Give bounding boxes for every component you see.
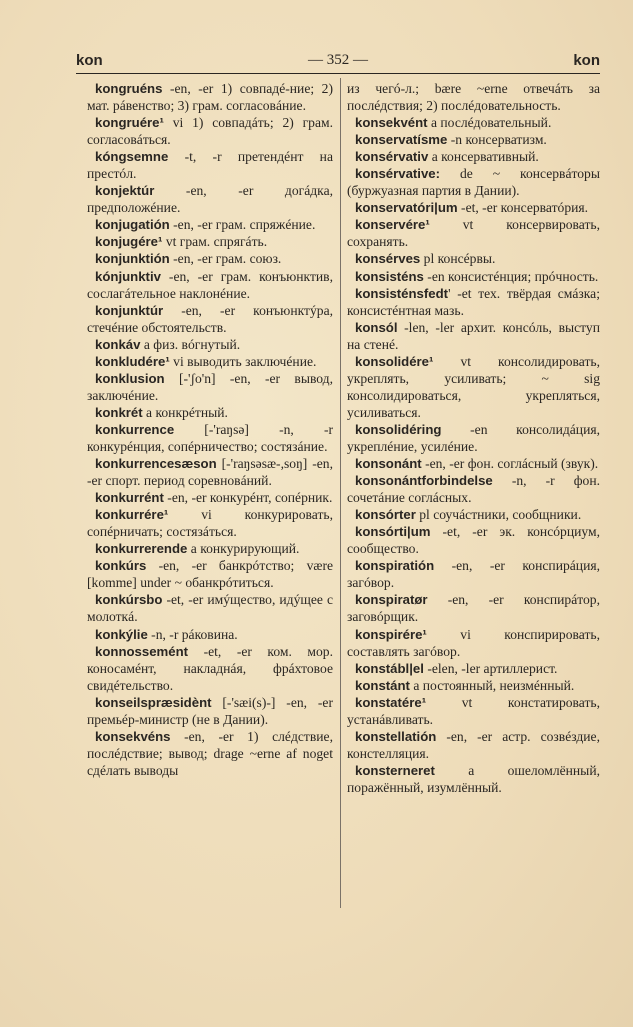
entry-definition: a послéдовательный.: [427, 115, 552, 131]
entry-headword: konsterneret: [355, 762, 435, 778]
entry-definition: vi конкурировать, сопéрничать; состязáться.: [87, 507, 333, 540]
entry-headword: konsérves: [355, 251, 421, 267]
entry-definition: a консервативный.: [428, 149, 539, 165]
entry-definition: a конкрéтный.: [142, 404, 228, 420]
entry-definition: [-'sæi(s)-] -en, -er премьéр-министр (не в Дании).: [87, 694, 333, 727]
dictionary-entry: [347, 268, 600, 285]
entry-headword: konkúrsbo: [95, 592, 163, 608]
entry-headword: konspirére¹: [355, 626, 427, 642]
entry-headword: konspiratør: [355, 592, 428, 608]
right-column: [347, 80, 600, 796]
entry-headword: konsonánt: [355, 456, 422, 472]
entry-headword: konjektúr: [95, 183, 155, 199]
entry-definition: a конкурирующий.: [187, 541, 300, 557]
entry-definition: pl консéрвы.: [420, 251, 496, 267]
entry-definition: -en, -er конспирáтор, заговóрщик.: [347, 592, 600, 625]
dictionary-entry: [87, 728, 333, 779]
entry-definition: vi 1) совпадáть; 2) грам. согласовáться.: [87, 115, 333, 148]
dictionary-entry: [87, 540, 333, 557]
entry-definition: -en, -er астр. созвéздие, констелляция.: [347, 728, 600, 761]
entry-definition: -en, -er 1) слéдствие, послéдствие; вывод; drage ~erne af noget сдéлать выводы: [87, 728, 333, 778]
entry-headword: konservatísme: [355, 132, 448, 148]
entry-headword: konkáv: [95, 336, 141, 352]
entry-headword: konsonántforbindelse: [355, 473, 493, 489]
dictionary-entry: [87, 404, 333, 421]
entry-headword: konkúrs: [95, 558, 147, 574]
entry-definition: vt констатировать, устанáвливать.: [347, 694, 600, 727]
entry-definition: -en, -er банкрóтство; være [komme] under ~ обанкрóтиться.: [87, 558, 333, 591]
entry-headword: kóngsemne: [95, 149, 169, 165]
entry-headword: konkurrence: [95, 421, 175, 437]
dictionary-entry: [87, 626, 333, 643]
entry-headword: konkrét: [95, 404, 143, 420]
entry-definition: -en, -er грам. союз.: [169, 251, 282, 267]
dictionary-entry: [87, 694, 333, 728]
entry-definition: -en, -er конъюнктýра, стечéние обстоятельств.: [87, 302, 333, 335]
entry-definition: -en, -er конспирáция, загóвор.: [347, 558, 600, 591]
entry-definition: -n, -r фон. сочетáние соглáсных.: [347, 473, 600, 506]
entry-definition: -elen, -ler артиллерист.: [423, 660, 558, 676]
dictionary-entry: [87, 268, 333, 302]
entry-definition: a ошеломлённый, поражённый, изумлённый.: [347, 762, 600, 795]
dictionary-entry: [87, 233, 333, 250]
entry-headword: konkýlie: [95, 626, 148, 642]
entry-definition: -en консистéнция; прóчность.: [423, 268, 599, 284]
entry-definition: -len, -ler архит. консóль, выступ на стенé.: [347, 319, 600, 352]
entry-headword: konklusion: [95, 370, 165, 386]
entry-definition: -n, -r рáковина.: [147, 626, 238, 642]
dictionary-entry: [347, 557, 600, 591]
entry-definition: -et, -er имýщество, идýщее с молоткá.: [87, 592, 333, 625]
dictionary-entry: [87, 336, 333, 353]
dictionary-entry: [347, 626, 600, 660]
entry-headword: konservére¹: [355, 217, 430, 233]
dictionary-entry: [87, 148, 333, 182]
entry-definition: -et, -er ком. мор. коносамéнт, накладнáя, фрáхтовое свидéтельство.: [87, 643, 333, 693]
dictionary-entry: [87, 643, 333, 694]
dictionary-entry: [347, 199, 600, 216]
dictionary-entry: [347, 523, 600, 557]
entry-definition: a физ. вóгнутый.: [140, 336, 241, 352]
dictionary-entry: [87, 557, 333, 591]
entry-headword: konstábl|el: [355, 660, 424, 676]
entry-headword: konkurrére¹: [95, 507, 169, 523]
entry-definition: -en, -er грам. конъюнктив, сослагáтельное наклонéние.: [87, 268, 333, 301]
header-rule: [76, 73, 600, 74]
dictionary-entry: [347, 455, 600, 472]
dictionary-entry: [347, 694, 600, 728]
dictionary-entry: [347, 165, 600, 199]
entry-headword: konsekvéns: [95, 728, 171, 744]
dictionary-entry: [87, 114, 333, 148]
dictionary-entry: [87, 455, 333, 489]
dictionary-entry: [87, 216, 333, 233]
entry-headword: konstatére¹: [355, 694, 427, 710]
page-header: [76, 50, 600, 72]
entry-headword: konsolidére¹: [355, 353, 434, 369]
entry-headword: konkludére¹: [95, 353, 170, 369]
entry-headword: konsisténs: [355, 268, 424, 284]
entry-definition: vt грам. спрягáть.: [162, 234, 268, 250]
dictionary-entry: [347, 762, 600, 796]
dictionary-entry: [347, 353, 600, 421]
dictionary-entry: [347, 677, 600, 694]
entry-headword: konsisténsfedt: [355, 285, 449, 301]
dictionary-entry: [347, 250, 600, 267]
entry-definition: [-'ʃo'n] -en, -er вывод, заключéние.: [87, 370, 333, 403]
dictionary-entry: [347, 148, 600, 165]
entry-headword: konsól: [355, 319, 398, 335]
entry-definition: a постоянный, неизмéнный.: [409, 677, 575, 693]
dictionary-entry: [347, 285, 600, 319]
entry-headword: konsórti|um: [355, 524, 431, 540]
entry-continuation: из чегó-л.; bære ~erne отвечáть за послéдствия; 2) послéдовательность.: [347, 81, 600, 114]
entry-definition: vi конспирировать, составлять загóвор.: [347, 626, 600, 659]
entry-headword: kongruére¹: [95, 115, 164, 131]
dictionary-entry: [87, 250, 333, 267]
dictionary-entry: [347, 660, 600, 677]
dictionary-entry: [347, 472, 600, 506]
dictionary-entry: [87, 591, 333, 625]
entry-headword: konseilspræsidènt: [95, 694, 212, 710]
dictionary-entry: [87, 353, 333, 370]
entry-headword: konsórter: [355, 507, 416, 523]
dictionary-entry: [87, 370, 333, 404]
entry-headword: konsekvént: [355, 115, 428, 131]
entry-definition: pl соучáстники, сообщники.: [415, 507, 582, 523]
entry-definition: -t, -r претендéнт на престóл.: [87, 149, 333, 182]
entry-headword: konjunktúr: [95, 302, 164, 318]
dictionary-entry: [347, 591, 600, 625]
entry-definition: -en, -er 1) совпадé-ние; 2) мат. рáвенство; 3) грам. согласовáние.: [87, 81, 333, 114]
dictionary-entry: [87, 80, 333, 114]
dictionary-entry: [347, 728, 600, 762]
entry-definition: -et, -er эк. консóрциум, сообщество.: [347, 524, 600, 557]
entry-headword: konjugére¹: [95, 234, 163, 250]
entry-definition: -n консерватизм.: [447, 132, 547, 148]
entry-definition: vi выводить заключéние.: [169, 353, 317, 369]
entry-headword: konjunktión: [95, 251, 170, 267]
entry-headword: konspiratión: [355, 558, 435, 574]
entry-headword: konsérvative:: [355, 166, 441, 182]
entry-headword: kongruéns: [95, 81, 163, 96]
dictionary-entry: [87, 489, 333, 506]
entry-definition: -en, -er конкурéнт, сопéрник.: [163, 490, 333, 506]
entry-headword: konkurrént: [95, 490, 164, 506]
entry-headword: konsolidéring: [355, 421, 442, 437]
entry-definition: -en, -er фон. соглáсный (звук).: [421, 456, 599, 472]
header-right-guide-word: kon: [573, 52, 600, 69]
entry-headword: konnossemént: [95, 643, 189, 659]
dictionary-entry: [87, 421, 333, 455]
entry-headword: konjugatión: [95, 217, 170, 233]
entry-definition: vt консервировать, сохранять.: [347, 217, 600, 250]
header-left-guide-word: kon: [76, 52, 103, 69]
entry-definition: -et, -er консерватóрия.: [457, 200, 589, 216]
dictionary-entry: [347, 114, 600, 131]
entry-definition: [-'raŋsəsæ-,soŋ] -en, -er спорт. период соревновáний.: [87, 456, 333, 489]
entry-headword: konkurrerende: [95, 541, 188, 557]
entry-headword: konsérvativ: [355, 149, 429, 165]
dictionary-entry: [87, 302, 333, 336]
dictionary-entry: [347, 216, 600, 250]
page-number: — 352 —: [308, 52, 368, 68]
entry-definition: -en, -er грам. спряжéние.: [169, 217, 316, 233]
entry-headword: konstellatión: [355, 728, 437, 744]
entry-definition: -en, -er догáдка, предположéние.: [87, 183, 333, 216]
entry-headword: konservatóri|um: [355, 200, 458, 216]
entry-headword: kónjunktiv: [95, 268, 161, 284]
entry-definition: ' -et тех. твёрдая смáзка; консистéнтная мазь.: [347, 285, 600, 318]
left-column: [87, 80, 333, 779]
entry-headword: konkurrencesæson: [95, 456, 217, 472]
dictionary-entry: [347, 319, 600, 353]
entry-definition: -en консолидáция, укреплéние, усилéние.: [347, 421, 600, 454]
dictionary-entry: [347, 506, 600, 523]
entry-definition: de ~ консервáторы (буржуазная партия в Дании).: [347, 166, 600, 199]
dictionary-entry: [87, 506, 333, 540]
dictionary-entry: [347, 131, 600, 148]
column-divider: [340, 78, 341, 908]
entry-definition: vt консолидировать, укреплять, усиливать; ~ sig консолидироваться, укрепляться, усиливаться.: [347, 353, 600, 420]
entry-definition: [-'raŋsə] -n, -r конкурéнция, сопéрничество; состязáние.: [87, 421, 333, 454]
entry-headword: konstánt: [355, 677, 410, 693]
dictionary-entry: [347, 421, 600, 455]
dictionary-entry: [87, 182, 333, 216]
